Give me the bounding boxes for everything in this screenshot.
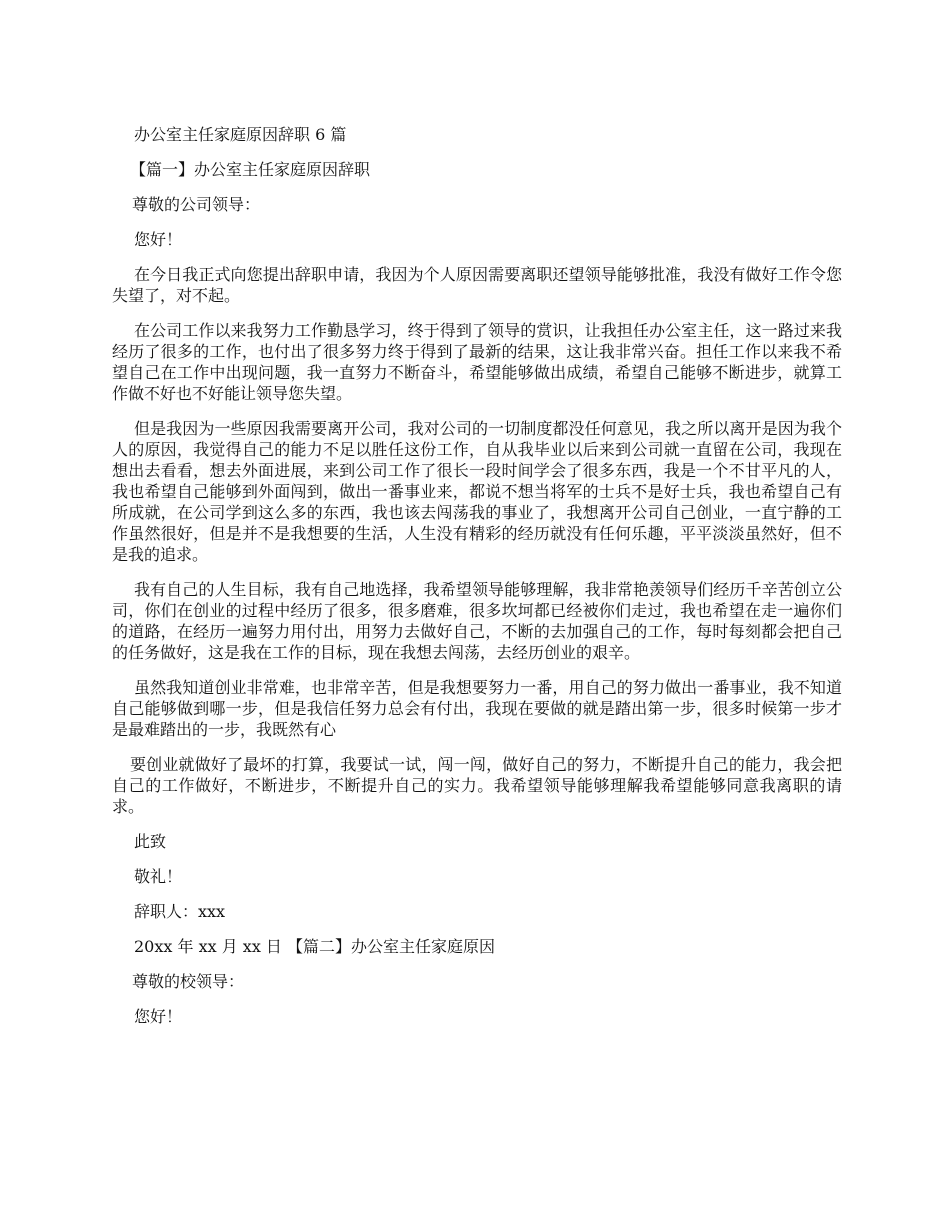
paragraph-4: 我有自己的人生目标，我有自己地选择，我希望领导能够理解，我非常艳羡领导们经历千辛苦创立公司，你们在创业的过程中经历了很多，很多磨难，很多坎坷都已经被你们走过，我也希望在走一遍你们的道路，在经历一遍努力用付出，用努力去做好自己，不断的去加强自己的工作，每时每刻都会把自己的任务做好，这是我在工作的目标，现在我想去闯荡，去经历创业的艰辛。	[112, 580, 842, 662]
date-and-section2-heading: 20xx 年 xx 月 xx 日 【篇二】办公室主任家庭原因	[134, 937, 496, 956]
document-page	[112, 124, 842, 1041]
paragraph-3: 但是我因为一些原因我需要离开公司，我对公司的一切制度都没任何意见，我之所以离开是因为我个人的原因，我觉得自己的能力不足以胜任这份工作，自从我毕业以后来到公司就一直留在公司，我现在想出去看看，想去外面进展，来到公司工作了很长一段时间学会了很多东西，我是一个不甘平凡的人，我也希望自己能够到外面闯到，做出一番事业来，都说不想当将军的士兵不是好士兵，我也希望自己有所成就，在公司学到这么多的东西，我也该去闯荡我的事业了，我想离开公司自己创业，一直宁静的工作虽然很好，但是并不是我想要的生活，人生没有精彩的经历就没有任何乐趣，平平淡淡虽然好，但不是我的追求。	[112, 419, 842, 564]
signer-line: 辞职人：xxx	[134, 902, 226, 921]
salutation: 尊敬的公司领导：	[132, 195, 261, 214]
paragraph-2: 在公司工作以来我努力工作勤恳学习，终于得到了领导的赏识，让我担任办公室主任，这一路过来我经历了很多的工作，也付出了很多努力终于得到了最新的结果，这让我非常兴奋。担任工作以来我不希望自己在工作中出现问题，我一直努力不断奋斗，希望能够做出成绩，希望自己能够不断进步，就算工作做不好也不好能让领导您失望。	[112, 321, 842, 403]
closing-phrase: 此致	[134, 832, 167, 851]
section1-heading: 【篇一】办公室主任家庭原因辞职	[130, 160, 371, 179]
paragraph-6: 要创业就做好了最坏的打算，我要试一试，闯一闯，做好自己的努力，不断提升自己的能力，我会把自己的工作做好，不断进步，不断提升自己的实力。我希望领导能够理解我希望能够同意我离职的请求。	[112, 755, 842, 816]
greeting-2: 您好！	[134, 1007, 183, 1026]
salutation-2: 尊敬的校领导：	[132, 972, 245, 991]
paragraph-5: 虽然我知道创业非常难，也非常辛苦，但是我想要努力一番，用自己的努力做出一番事业，我不知道自己能够做到哪一步，但是我信任努力总会有付出，我现在要做的就是踏出第一步，很多时候第一步才是最难踏出的一步，我既然有心	[112, 678, 842, 739]
greeting: 您好！	[134, 230, 183, 249]
paragraph-1: 在今日我正式向您提出辞职申请，我因为个人原因需要离职还望领导能够批准，我没有做好工作令您失望了，对不起。	[112, 265, 842, 305]
document-title: 办公室主任家庭原因辞职 6 篇	[134, 125, 347, 144]
closing-salute: 敬礼！	[134, 867, 183, 886]
